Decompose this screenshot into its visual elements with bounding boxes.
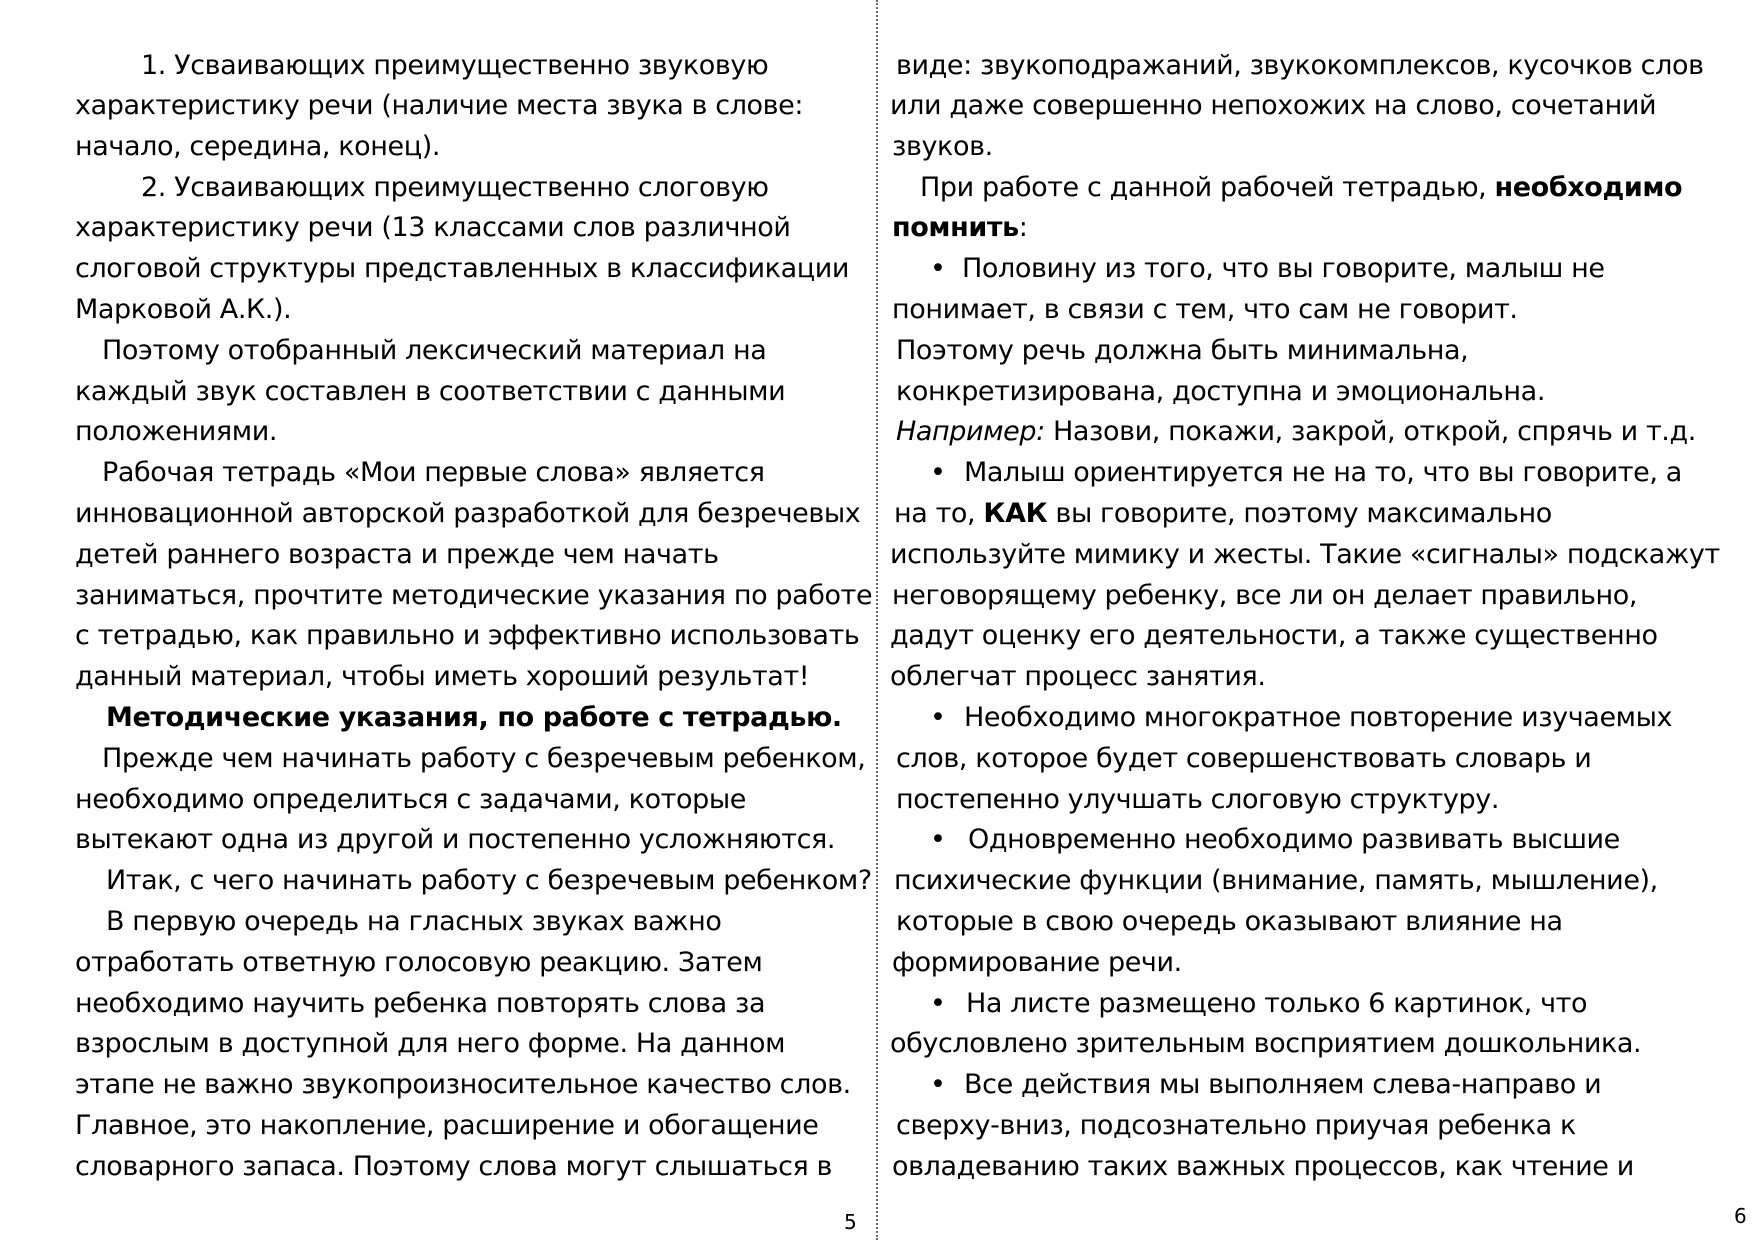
- text-line: слоговой структуры представленных в классификации: [75, 253, 849, 284]
- text-line: [894, 494, 1552, 534]
- text-segment: на то,: [894, 498, 984, 529]
- text-line: 1. Усваивающих преимущественно звуковую: [141, 50, 769, 81]
- right-page: [878, 0, 1754, 1240]
- text-segment: вы говорите, поэтому максимально: [1047, 498, 1552, 529]
- text-line: облегчат процесс занятия.: [890, 661, 1266, 692]
- text-line: овладеванию таких важных процессов, как чтение и: [892, 1151, 1634, 1182]
- text-line: обусловлено зрительным восприятием дошкольника.: [890, 1028, 1642, 1059]
- text-line: словарного запаса. Поэтому слова могут слышаться в: [75, 1151, 833, 1182]
- text-line: Марковой А.К.).: [75, 294, 292, 325]
- text-line: положениями.: [75, 416, 278, 447]
- text-line: На листе размещено только 6 картинок, что: [966, 988, 1588, 1019]
- text-line: дадут оценку его деятельности, а также существенно: [890, 620, 1658, 651]
- text-line: Главное, это накопление, расширение и обогащение: [75, 1110, 819, 1141]
- text-line: сверху-вниз, подсознательно приучая ребенка к: [896, 1110, 1576, 1141]
- text-segment: Назови, покажи, закрой, открой, спрячь и т.д.: [1044, 416, 1696, 447]
- bullet-icon: •: [930, 1069, 946, 1100]
- text-line: звуков.: [892, 131, 993, 162]
- text-line: Все действия мы выполняем слева-направо и: [964, 1069, 1602, 1100]
- bullet-icon: •: [930, 702, 946, 733]
- bullet-icon: •: [930, 988, 946, 1019]
- text-line: Половину из того, что вы говорите, малыш не: [962, 253, 1605, 284]
- text-line: В первую очередь на гласных звуках важно: [106, 906, 722, 937]
- bullet-icon: •: [930, 253, 946, 284]
- bullet-icon: •: [930, 824, 946, 855]
- italic-label: Например:: [896, 416, 1045, 447]
- text-line: начало, середина, конец).: [75, 131, 441, 162]
- bullet-icon: •: [930, 457, 946, 488]
- text-line: 2. Усваивающих преимущественно слоговую: [141, 172, 769, 203]
- text-line: Малыш ориентируется не на то, что вы говорите, а: [964, 457, 1682, 488]
- text-line: инновационной авторской разработкой для безречевых: [75, 498, 861, 529]
- text-line: заниматься, прочтите методические указания по работе: [75, 580, 873, 611]
- text-line: с тетрадью, как правильно и эффективно использовать: [75, 620, 860, 651]
- text-line: постепенно улучшать слоговую структуру.: [896, 784, 1500, 815]
- text-line: которые в свою очередь оказывают влияние на: [896, 906, 1563, 937]
- text-line: Прежде чем начинать работу с безречевым ребенком,: [102, 743, 866, 774]
- text-line: Рабочая тетрадь «Мои первые слова» является: [102, 457, 765, 488]
- text-line: Одновременно необходимо развивать высшие: [968, 824, 1620, 855]
- text-line: Поэтому отобранный лексический материал на: [102, 335, 767, 366]
- text-line: используйте мимику и жесты. Такие «сигналы» подскажут: [890, 539, 1720, 570]
- text-line: неговорящему ребенку, все ли он делает правильно,: [892, 580, 1638, 611]
- text-line: взрослым в доступной для него форме. На данном: [75, 1028, 786, 1059]
- text-segment: При работе с данной рабочей тетрадью,: [920, 172, 1495, 203]
- text-line: Итак, с чего начинать работу с безречевым ребенком?: [106, 865, 872, 896]
- text-line: или даже совершенно непохожих на слово, сочетаний: [890, 90, 1657, 121]
- text-line: [896, 412, 1696, 452]
- text-line: понимает, в связи с тем, что сам не говорит.: [892, 294, 1518, 325]
- bold-emphasis: помнить: [892, 212, 1019, 243]
- text-line: характеристику речи (наличие места звука в слове:: [75, 90, 804, 121]
- text-line: [892, 208, 1027, 248]
- text-line: необходимо научить ребенка повторять слова за: [75, 988, 766, 1019]
- text-line: этапе не важно звукопроизносительное качество слов.: [75, 1069, 851, 1100]
- text-line: виде: звукоподражаний, звукокомплексов, кусочков слов: [896, 50, 1704, 81]
- text-line: необходимо определиться с задачами, которые: [75, 784, 746, 815]
- text-line: данный материал, чтобы иметь хороший результат!: [75, 661, 810, 692]
- text-line: детей раннего возраста и прежде чем начать: [75, 539, 719, 570]
- page-number: 5: [844, 1210, 857, 1234]
- text-line: формирование речи.: [892, 947, 1182, 978]
- text-line: [920, 168, 1682, 208]
- bold-emphasis: КАК: [983, 498, 1048, 529]
- text-line: Поэтому речь должна быть минимальна,: [896, 335, 1469, 366]
- text-line: слов, которое будет совершенствовать словарь и: [896, 743, 1592, 774]
- text-line: характеристику речи (13 классами слов различной: [75, 212, 791, 243]
- text-segment: :: [1018, 212, 1028, 243]
- text-line: каждый звук составлен в соответствии с данными: [75, 376, 786, 407]
- text-line: вытекают одна из другой и постепенно усложняются.: [75, 824, 836, 855]
- text-line: психические функции (внимание, память, мышление),: [894, 865, 1658, 896]
- text-line: конкретизирована, доступна и эмоциональна.: [896, 376, 1545, 407]
- text-line: отработать ответную голосовую реакцию. Затем: [75, 947, 763, 978]
- section-heading: Методические указания, по работе с тетрадью.: [106, 702, 842, 733]
- bold-emphasis: необходимо: [1494, 172, 1683, 203]
- page-number: 6: [1734, 1204, 1747, 1228]
- text-line: Необходимо многократное повторение изучаемых: [964, 702, 1673, 733]
- left-page: [0, 0, 876, 1240]
